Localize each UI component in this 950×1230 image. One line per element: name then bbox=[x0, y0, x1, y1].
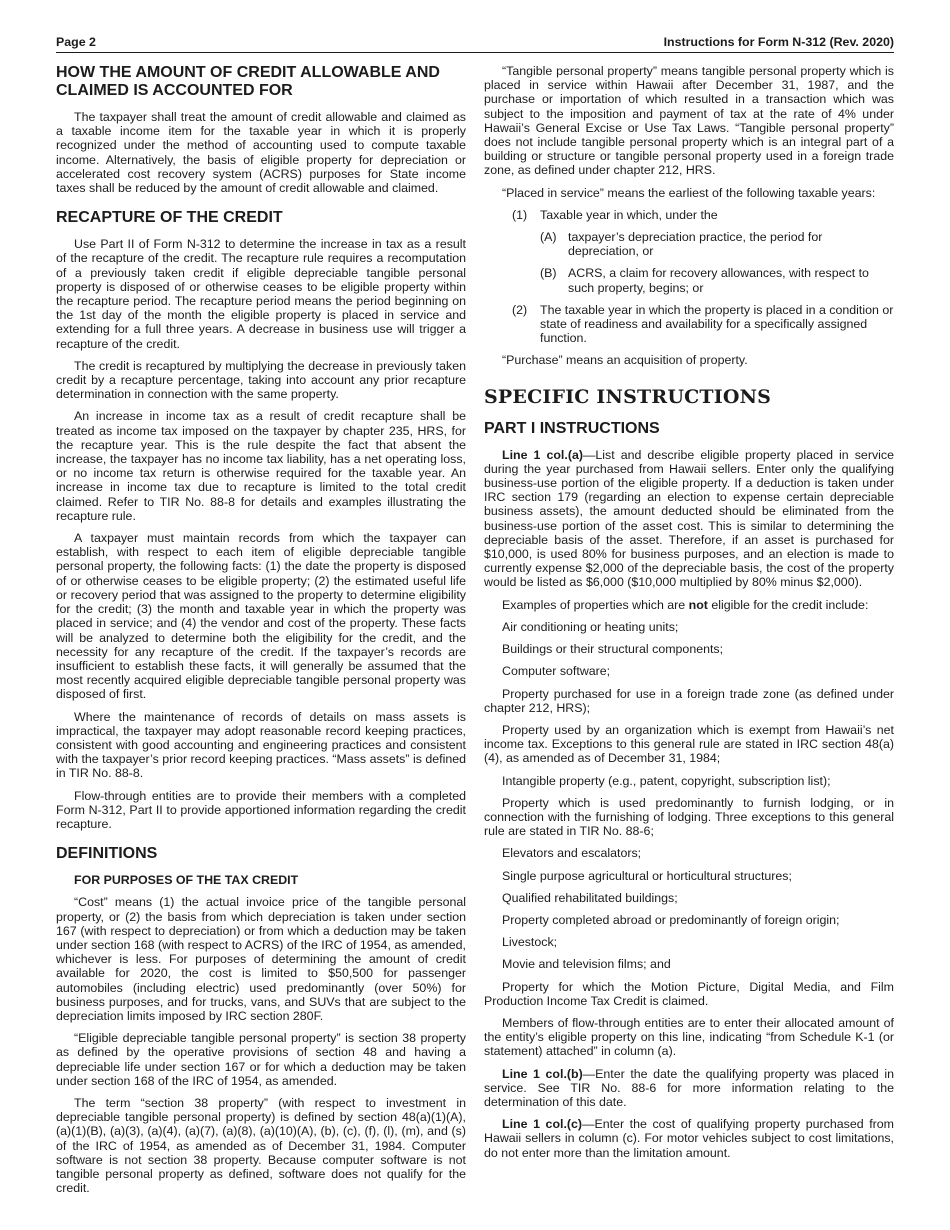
list-item: Property purchased for use in a foreign trade zone (as defined under chapter 212, HRS); bbox=[484, 686, 894, 715]
paragraph-recapture-3: An increase in income tax as a result of credit recapture shall be treated as income tax imposed on the taxpayer by chapter 235, HRS, for the recapture year. This is the rule despite the fact that absent the increase, the taxpayer has no income tax liability, has a net operating loss, or no income tax return is otherwise required for the taxable year. An increase in income tax due to recapture is limited to the total credit claimed. Refer to TIR No. 88-8 for details and examples illustrating the recapture rule. bbox=[56, 409, 466, 523]
paragraph-line1a: Line 1 col.(a)—List and describe eligible property placed in service during the year purchased from Hawaii sellers. Enter only the qualifying business-use portion of the eligible property. If a deduction is taken under IRC section 179 (regarding an election to expense certain depreciable business assets), the amount deducted should be eliminated from the business-use portion of the asset cost. This is similar to determining the depreciable basis of the asset. Therefore, if an asset is purchased for $10,000, is used 80% for business purposes, and an election is made to currently expense $2,000 of the depreciable basis, the cost of the property would be listed as $6,000 ($10,000 multiplied by 80% minus $2,000). bbox=[484, 447, 894, 590]
subheading-purposes: FOR PURPOSES OF THE TAX CREDIT bbox=[74, 873, 299, 888]
paragraph-definition-cost: “Cost” means (1) the actual invoice price of the tangible personal property, or (2) the basis from which depreciation is taken under section 167 (with respect to depreciation) or from which a deduction may be taken under section 168 (with respect to ACRS) of the IRC of 1954, as amended, whichever is less. For purposes of determining the amount of credit available for 2020, the cost is limited to $50,500 for passenger automobiles (including electric) used predominantly (over 50%) for business purposes, and for trucks, vans, and SUVs that are subject to the depreciation limits imposed by IRC section 280F. bbox=[56, 895, 466, 1023]
heading-specific-instructions: SPECIFIC INSTRUCTIONS bbox=[484, 385, 772, 408]
paragraph-recapture-2: The credit is recaptured by multiplying the decrease in previously taken credit by a recapture percentage, taking into account any prior recapture determination in connection with the same property. bbox=[56, 358, 466, 402]
heading-credit-accounting: HOW THE AMOUNT OF CREDIT ALLOWABLE AND CLAIMED IS ACCOUNTED FOR bbox=[56, 64, 440, 99]
paragraph-placed-in-service: “Placed in service” means the earliest of the following taxable years: bbox=[502, 185, 876, 200]
heading-definitions: DEFINITIONS bbox=[56, 845, 158, 863]
list-item: Buildings or their structural components; bbox=[502, 642, 724, 657]
list-item: Single purpose agricultural or horticultural structures; bbox=[502, 868, 792, 883]
paragraph-members: Members of flow-through entities are to enter their allocated amount of the entity’s eligible property on this line, indicating “from Schedule K-1 (or statement) attached” in column (a). bbox=[484, 1015, 894, 1059]
heading-part1: PART I INSTRUCTIONS bbox=[484, 419, 660, 437]
line-label: Line 1 col.(c) bbox=[502, 1117, 583, 1132]
heading-recapture: RECAPTURE OF THE CREDIT bbox=[56, 209, 283, 227]
form-title: Instructions for Form N-312 (Rev. 2020) bbox=[663, 35, 894, 49]
paragraph-definition-section38: The term “section 38 property” (with respect to investment in depreciable tangible personal property) is defined by section 48(a)(1)(A), (a)(1)(B), (a)(3), (a)(4), (a)(7), (a)(8), (a)(10)(A), (b), (c), (f), (l), (m), and (s) of the IRC of 1954, as amended as of December 31, 1984. Computer software is not section 38 property. Because computer software is not tangible personal property as defined, software does not qualify for the credit. bbox=[56, 1095, 466, 1196]
line-label: Line 1 col.(a) bbox=[502, 447, 583, 462]
paragraph-definition-eligible-property: “Eligible depreciable tangible personal property” is section 38 property as defined by the operative provisions of section 48 and having a depreciable life under section 167 or for which a deduction may be taken under section 168 of the IRC of 1954, as amended. bbox=[56, 1031, 466, 1088]
list-number: (2) bbox=[512, 302, 528, 317]
paragraph-tangible-property: “Tangible personal property” means tangible personal property which is placed in service within Hawaii after December 31, 1987, and the purchase or importation of which resulted in a transaction which was subject to the imposition and payment of tax at the rate of 4% under Hawaii’s General Excise or Use Tax Laws. “Tangible personal property” does not include tangible personal property which is an integral part of a building or structure or tangible personal property used in a foreign trade zone, as defined under chapter 212, HRS. bbox=[484, 64, 894, 178]
list-item: Intangible property (e.g., patent, copyright, subscription list); bbox=[502, 773, 831, 788]
list-item: Qualified rehabilitated buildings; bbox=[502, 890, 678, 905]
paragraph-purchase: “Purchase” means an acquisition of property. bbox=[502, 353, 748, 368]
list-item bbox=[484, 266, 894, 294]
page-header bbox=[56, 34, 894, 53]
line-label: Line 1 col.(b) bbox=[502, 1066, 583, 1081]
paragraph-recapture-6: Flow-through entities are to provide their members with a completed Form N-312, Part II to provide apportioned information regarding the credit recapture. bbox=[56, 788, 466, 831]
list-number: (A) bbox=[540, 230, 557, 245]
list-number: (1) bbox=[512, 207, 528, 222]
list-item: Property which is used predominantly to furnish lodging, or in connection with the furnishing of lodging. Three exceptions to this general rule are stated in TIR No. 88-6; bbox=[484, 795, 894, 839]
list-item: Property for which the Motion Picture, Digital Media, and Film Production Income Tax Credit is claimed. bbox=[484, 979, 894, 1008]
list-item: Elevators and escalators; bbox=[502, 846, 642, 861]
list-text: Taxable year in which, under the bbox=[540, 207, 718, 222]
paragraph-line1b: Line 1 col.(b)—Enter the date the qualifying property was placed in service. See TIR No. 88-6 for more information relating to the determination of this date. bbox=[484, 1066, 895, 1109]
paragraph-recapture-5: Where the maintenance of records of details on mass assets is impractical, the taxpayer may adopt reasonable record keeping practices, consistent with good accounting and engineering practices and consistent with the taxpayer’s prior record keeping practices. “Mass assets” is defined in TIR No. 88-8. bbox=[56, 709, 466, 781]
list-text: The taxable year in which the property is placed in a condition or state of readiness and availability for a specifically assigned function. bbox=[540, 302, 894, 346]
list-item: Property completed abroad or predominantly of foreign origin; bbox=[502, 912, 840, 927]
list-item: Computer software; bbox=[502, 664, 611, 679]
paragraph-recapture-1: Use Part II of Form N-312 to determine the increase in tax as a result of the recapture of the credit. The recapture rule requires a recomputation of a previously taken credit if eligible depreciable tangible personal property is disposed of or otherwise ceases to be eligible property within the recapture period. The recapture period means the period beginning on the 1st day of the month the eligible property is placed in service and extending for a full three years. A decrease in business use will trigger a recapture of the credit. bbox=[56, 237, 466, 351]
paragraph-examples-intro: Examples of properties which are not eligible for the credit include: bbox=[502, 597, 869, 612]
paragraph-credit-accounting: The taxpayer shall treat the amount of credit allowable and claimed as a taxable income item for the taxable year in which it is properly recognized under the method of accounting used to compute taxable income. Alternatively, the basis of eligible property for depreciation or accelerated cost recovery system (ACRS) purposes for State income taxes shall be reduced by the amount of credit allowable and claimed. bbox=[56, 110, 466, 196]
right-column bbox=[484, 64, 894, 1168]
list-item: Air conditioning or heating units; bbox=[502, 619, 679, 634]
list-item: Livestock; bbox=[502, 935, 558, 950]
list-text: ACRS, a claim for recovery allowances, with respect to such property, begins; or bbox=[568, 266, 869, 295]
left-column bbox=[56, 64, 466, 1203]
list-text: taxpayer’s depreciation practice, the period for depreciation, or bbox=[568, 230, 823, 259]
list-item: Movie and television films; and bbox=[502, 957, 671, 972]
list-item: Property used by an organization which is exempt from Hawaii’s net income tax. Exceptions to this general rule are stated in IRC section 48(a)(4), as amended as of December 31, 1984; bbox=[484, 722, 894, 766]
paragraph-line1c: Line 1 col.(c)—Enter the cost of qualifying property purchased from Hawaii sellers in column (c). For motor vehicles subject to cost limitations, do not enter more than the limitation amount. bbox=[484, 1117, 894, 1160]
paragraph-recapture-4: A taxpayer must maintain records from which the taxpayer can establish, with respect to each item of eligible depreciable tangible personal property, the following facts: (1) the date the property is disposed of or otherwise ceases to be eligible property; (2) the estimated useful life or recovery period that was assigned to the property to determine eligibility for the credit; (3) the month and taxable year in which the property was placed in service; and (4) the vendor and cost of the property. These facts will be analyzed to determine both the eligibility for the credit, and the necessity for any recapture of the credit. If the taxpayer’s records are insufficient to establish these facts, it will generally be assumed that the most recently acquired eligible depreciable tangible personal property was disposed of first. bbox=[56, 531, 466, 702]
list-number: (B) bbox=[540, 266, 557, 281]
page-number: Page 2 bbox=[56, 35, 96, 49]
list-item bbox=[484, 230, 894, 258]
list-item bbox=[484, 208, 894, 222]
list-item bbox=[484, 303, 894, 346]
